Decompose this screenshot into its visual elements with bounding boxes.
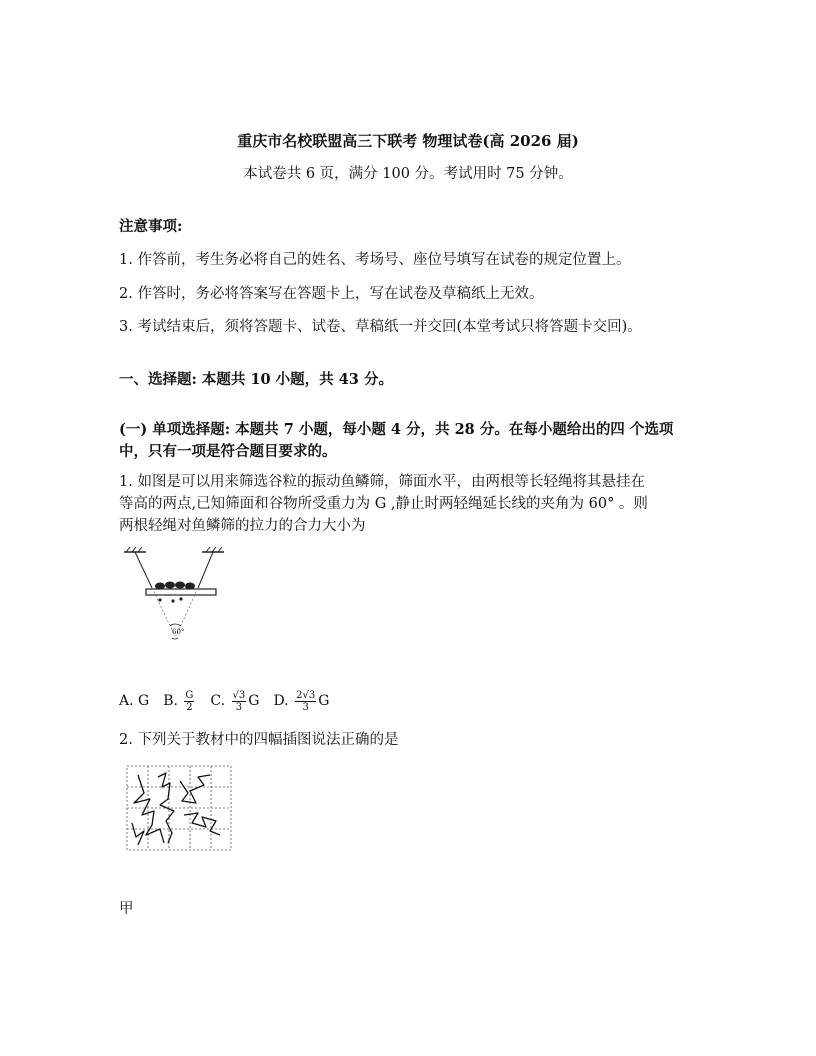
option-a[interactable]: [119, 693, 149, 709]
page-subtitle: 本试卷共 6 页，满分 100 分。考试用时 75 分钟。: [243, 166, 573, 182]
option-d-tail: G: [318, 693, 330, 709]
option-c-tail: G: [248, 693, 260, 709]
figure-label-jia: 甲: [119, 901, 134, 917]
option-d-denominator: 3: [302, 701, 309, 713]
option-a-value: G: [138, 693, 150, 709]
question2-line1: 2. 下列关于教材中的四幅插图说法正确的是: [119, 732, 399, 748]
option-c-label: C.: [210, 693, 226, 709]
option-d[interactable]: [273, 690, 329, 713]
notes-heading: 注意事项:: [119, 218, 183, 235]
question1-line2: 等高的两点,已知筛面和谷物所受重力为 G ,静止时两轻绳延长线的夹角为 60° 。则: [119, 496, 648, 512]
subsection-heading-line1: (一) 单项选择题: 本题共 7 小题，每小题 4 分，共 28 分。在每小题给出的四 个选项: [119, 421, 674, 438]
option-c-numerator: √3: [232, 689, 246, 701]
option-b[interactable]: [163, 690, 196, 713]
note-item-1: 1. 作答前，考生务必将自己的姓名、考场号、座位号填写在试卷的规定位置上。: [119, 252, 631, 268]
option-d-fraction: [295, 690, 316, 713]
option-b-numerator: G: [185, 689, 194, 701]
option-c-denominator: 3: [235, 701, 243, 713]
brownian-motion-figure: [124, 763, 234, 853]
option-c[interactable]: [210, 690, 259, 713]
option-b-fraction: [184, 690, 194, 713]
question1-options: [119, 685, 343, 717]
subsection-heading-line2: 中，只有一项是符合题目要求的。: [119, 443, 337, 460]
option-c-fraction: [232, 690, 247, 713]
figure-angle-label: 60°: [172, 628, 185, 636]
page-title: 重庆市名校联盟高三下联考 物理试卷(高 2026 届): [237, 132, 579, 150]
question1-line1: 1. 如图是可以用来筛选谷粒的振动鱼鳞筛，筛面水平，由两根等长轻绳将其悬挂在: [119, 474, 645, 490]
note-item-2: 2. 作答时，务必将答案写在答题卡上，写在试卷及草稿纸上无效。: [119, 286, 544, 302]
question1-line3: 两根轻绳对鱼鳞筛的拉力的合力大小为: [119, 518, 366, 534]
note-item-3: 3. 考试结束后，须将答题卡、试卷、草稿纸一并交回(本堂考试只将答题卡交回)。: [119, 319, 642, 335]
section-heading: 一、选择题: 本题共 10 小题，共 43 分。: [119, 371, 393, 388]
option-b-label: B.: [163, 693, 178, 709]
option-b-denominator: 2: [186, 701, 193, 713]
sieve-figure: [118, 544, 238, 644]
option-a-label: A.: [119, 693, 134, 709]
option-d-label: D.: [273, 693, 289, 709]
option-d-numerator: 2√3: [296, 689, 316, 701]
